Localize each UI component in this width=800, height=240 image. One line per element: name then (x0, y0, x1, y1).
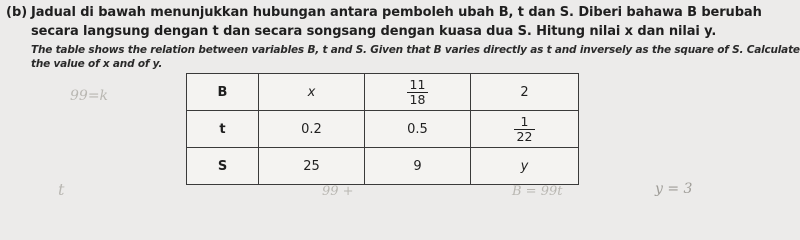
fraction: $\frac{11}{18}$ (407, 78, 429, 105)
question-text-english-line-2: the value of x and of y. (31, 58, 163, 70)
handwritten-note-bottom-left: t (58, 180, 65, 199)
question-text-english-line-1: The table shows the relation between variables B, t and S. Given that B varies directly as t and inversely as the square of S. Calculate (31, 44, 800, 56)
cell-s-1: 25 (259, 148, 365, 185)
handwritten-note-left: 99=k (70, 88, 109, 104)
cell-b-2: 2 (471, 74, 579, 111)
question-text-malay-line-1: Jadual di bawah menunjukkan hubungan antara pemboleh ubah B, t dan S. Diberi bahawa B berubah (31, 5, 762, 20)
fraction: $\frac{1}{22}$ (514, 115, 536, 142)
cell-t-2: 0.5 (365, 111, 471, 148)
cell-t-1: 0.2 (259, 111, 365, 148)
cell-t-fraction (471, 111, 579, 148)
handwritten-note-bottom-right-b: y = 3 (655, 181, 693, 197)
cell-b-x: x (259, 74, 365, 111)
row-header-b: B (187, 74, 259, 111)
row-header-s: S (187, 148, 259, 185)
table-row-s (187, 148, 579, 185)
cell-s-2: 9 (365, 148, 471, 185)
handwritten-note-bottom-right-a: B = 99t (512, 184, 563, 199)
cell-b-fraction (365, 74, 471, 111)
cell-s-y: y (471, 148, 579, 185)
table-row-t (187, 111, 579, 148)
question-text-malay-line-2: secara langsung dengan t dan secara songsang dengan kuasa dua S. Hitung nilai x dan nilai y. (31, 24, 717, 39)
handwritten-note-bottom-center: 99 + (322, 184, 354, 199)
table-row-b (187, 74, 579, 111)
data-table (186, 73, 579, 185)
row-header-t: t (187, 111, 259, 148)
question-number: (b) (6, 5, 28, 20)
